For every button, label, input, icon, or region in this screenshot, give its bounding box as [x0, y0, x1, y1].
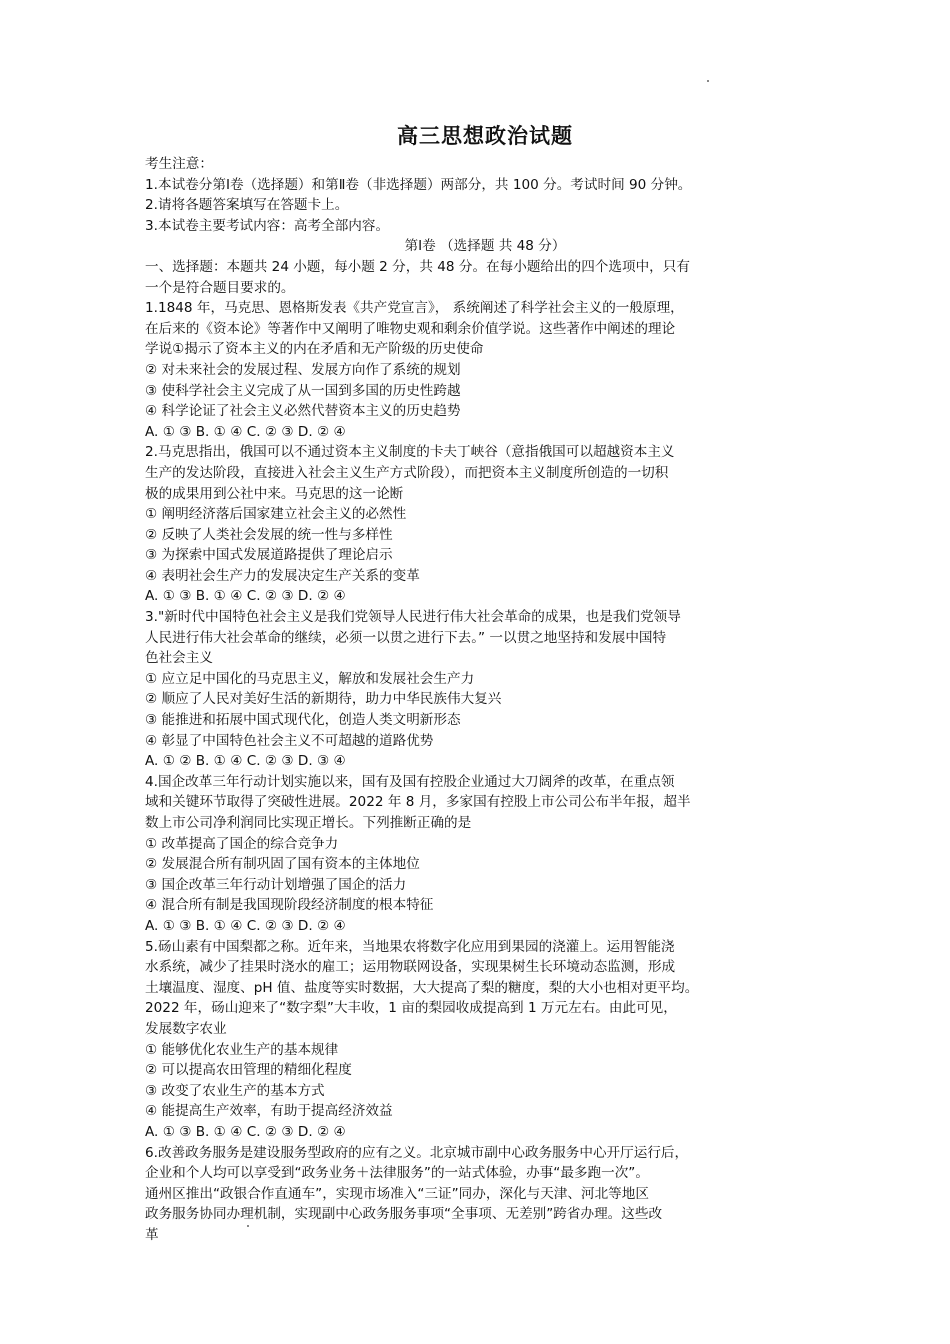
notice-item: 3.本试卷主要考试内容：高考全部内容。 — [145, 217, 390, 234]
notice-item: 1.本试卷分第Ⅰ卷（选择题）和第Ⅱ卷（非选择题）两部分，共 100 分。考试时间 90 分钟。 — [145, 176, 692, 193]
answer-choices: A. ① ③ B. ① ④ C. ② ③ D. ② ④ — [145, 917, 346, 934]
question-option: ② 顺应了人民对美好生活的新期待，助力中华民族伟大复兴 — [145, 691, 502, 708]
question-option: ③ 国企改革三年行动计划增强了国企的活力 — [145, 876, 407, 893]
question-stem-line: 政务服务协同办理机制，实现副中心政务服务事项“全事项、无差别”跨省办理。这些改 — [145, 1206, 663, 1223]
notice-block — [145, 154, 825, 236]
question-stem-line: 水系统，减少了挂果时浇水的雇工；运用物联网设备，实现果树生长环境动态监测，形成 — [145, 959, 676, 976]
question-option: ④ 彰显了中国特色社会主义不可超越的道路优势 — [145, 732, 434, 749]
question-option: ④ 能提高生产效率，有助于提高经济效益 — [145, 1103, 393, 1120]
scan-speck — [707, 80, 709, 82]
question-block — [145, 442, 825, 607]
question-stem-line: 人民进行伟大社会革命的继续，必须一以贯之进行下去。” 一以贯之地坚持和发展中国特 — [145, 629, 667, 646]
instruction-line: 一个是符合题目要求的。 — [145, 279, 295, 296]
question-stem-line: 域和关键环节取得了突破性进展。2022 年 8 月，多家国有控股上市公司公布半年报，超半 — [145, 794, 691, 811]
question-option: ④ 科学论证了社会主义必然代替资本主义的历史趋势 — [145, 403, 461, 420]
question-stem-line: 6.改善政务服务是建设服务型政府的应有之义。北京城市副中心政务服务中心开厅运行后， — [145, 1144, 689, 1161]
question-option: ③ 改变了农业生产的基本方式 — [145, 1082, 325, 1099]
page-title: 高三思想政治试题 — [397, 124, 573, 148]
notice-heading: 考生注意： — [145, 156, 213, 172]
answer-choices: A. ① ③ B. ① ④ C. ② ③ D. ② ④ — [145, 423, 346, 440]
question-stem-line: 革 — [145, 1226, 159, 1243]
question-option: ① 能够优化农业生产的基本规律 — [145, 1041, 339, 1058]
notice-item: 2.请将各题答案填写在答题卡上。 — [145, 197, 349, 214]
question-stem-line: 土壤温度、湿度、pH 值、盐度等实时数据，大大提高了梨的糖度，梨的大小也相对更平均。 — [145, 979, 699, 996]
exam-content — [145, 120, 825, 1245]
question-option: ② 反映了人类社会发展的统一性与多样性 — [145, 526, 393, 543]
question-option: ① 应立足中国化的马克思主义，解放和发展社会生产力 — [145, 670, 475, 687]
answer-choices: A. ① ② B. ① ④ C. ② ③ D. ③ ④ — [145, 753, 346, 770]
question-option: ② 可以提高农田管理的精细化程度 — [145, 1062, 352, 1079]
question-list — [145, 298, 825, 1245]
answer-choices: A. ① ③ B. ① ④ C. ② ③ D. ② ④ — [145, 1123, 346, 1140]
question-stem-line: 发展数字农业 — [145, 1020, 227, 1037]
question-stem-line: 生产的发达阶段，直接进入社会主义生产方式阶段），而把资本主义制度所创造的一切积 — [145, 464, 669, 481]
question-stem-line: 通州区推出“政银合作直通车”，实现市场准入“三证”同办，深化与天津、河北等地区 — [145, 1185, 649, 1202]
section-header: 第Ⅰ卷 （选择题 共 48 分） — [404, 238, 566, 255]
question-block — [145, 1143, 825, 1246]
question-stem-line: 学说①揭示了资本主义的内在矛盾和无产阶级的历史使命 — [145, 341, 484, 358]
question-stem-line: 在后来的《资本论》等著作中又阐明了唯物史观和剩余价值学说。这些著作中阐述的理论 — [145, 320, 676, 337]
answer-choices: A. ① ③ B. ① ④ C. ② ③ D. ② ④ — [145, 588, 346, 605]
question-block — [145, 298, 825, 442]
question-block — [145, 607, 825, 772]
question-block — [145, 772, 825, 937]
question-stem-line: 5.砀山素有中国梨都之称。近年来，当地果农将数字化应用到果园的浇灌上。运用智能浇 — [145, 938, 675, 955]
question-option: ① 改革提高了国企的综合竞争力 — [145, 835, 339, 852]
question-stem-line: 3."新时代中国特色社会主义是我们党领导人民进行伟大社会革命的成果，也是我们党领导 — [145, 609, 681, 626]
question-option: ③ 能推进和拓展中国式现代化，创造人类文明新形态 — [145, 712, 461, 729]
question-option: ④ 表明社会生产力的发展决定生产关系的变革 — [145, 567, 420, 584]
question-block — [145, 937, 825, 1143]
question-stem-line: 4.国企改革三年行动计划实施以来，国有及国有控股企业通过大刀阔斧的改革，在重点领 — [145, 773, 675, 790]
question-option: ④ 混合所有制是我国现阶段经济制度的根本特征 — [145, 897, 434, 914]
question-stem-line: 2.马克思指出，俄国可以不通过资本主义制度的卡夫丁峡谷（意指俄国可以超越资本主义 — [145, 444, 675, 461]
question-option: ① 阐明经济落后国家建立社会主义的必然性 — [145, 506, 407, 523]
question-option: ② 发展混合所有制巩固了国有资本的主体地位 — [145, 856, 420, 873]
question-stem-line: 1.1848 年，马克思、恩格斯发表《共产党宣言》， 系统阐述了科学社会主义的一般原理， — [145, 300, 684, 317]
question-stem-line: 极的成果用到公社中来。马克思的这一论断 — [145, 485, 404, 502]
question-stem-line: 2022 年，砀山迎来了“数字梨”大丰收，1 亩的梨园收成提高到 1 万元左右。由此可见， — [145, 1000, 677, 1017]
question-option: ③ 为探索中国式发展道路提供了理论启示 — [145, 547, 393, 564]
question-option: ② 对未来社会的发展过程、发展方向作了系统的规划 — [145, 361, 461, 378]
instruction-line: 一、选择题：本题共 24 小题，每小题 2 分，共 48 分。在每小题给出的四个选项中，只有 — [145, 258, 690, 275]
question-option: ③ 使科学社会主义完成了从一国到多国的历史性跨越 — [145, 382, 461, 399]
question-stem-line: 企业和个人均可以享受到“政务业务＋法律服务”的一站式体验，办事“最多跑一次”。 — [145, 1165, 649, 1182]
question-stem-line: 数上市公司净利润同比实现正增长。下列推断正确的是 — [145, 815, 472, 831]
question-stem-line: 色社会主义 — [145, 650, 213, 667]
